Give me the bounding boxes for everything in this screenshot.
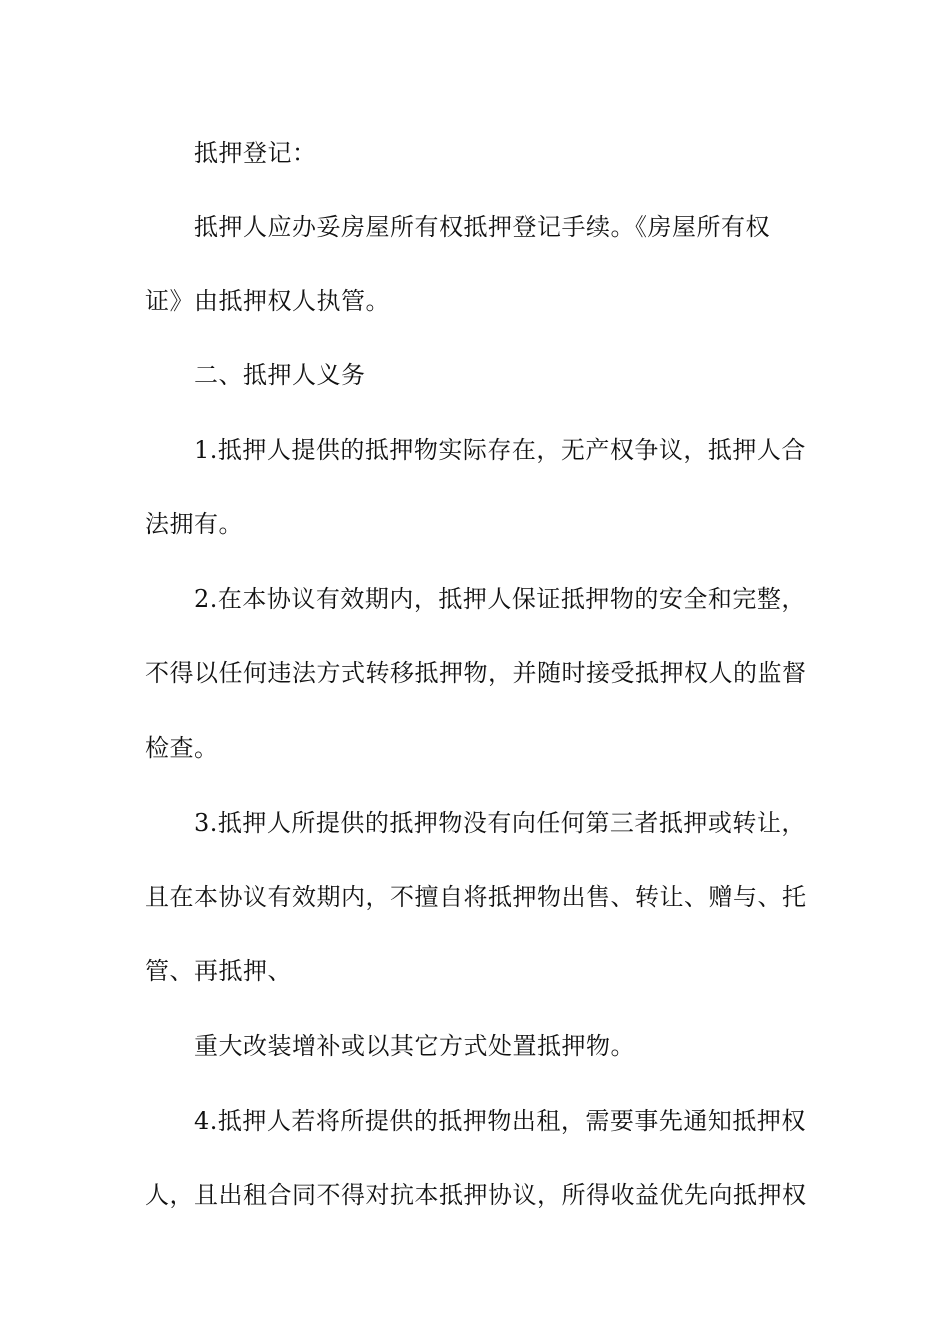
paragraph-line: 法拥有。 [145,510,243,538]
paragraph-line: 不得以任何违法方式转移抵押物，并随时接受抵押权人的监督 [145,659,807,687]
paragraph-line: 检查。 [145,734,219,762]
section-heading-mortgage-registration: 抵押登记： [194,139,317,167]
paragraph-line: 且在本协议有效期内，不擅自将抵押物出售、转让、赠与、托 [145,883,807,911]
paragraph-line: 人，且出租合同不得对抗本抵押协议，所得收益优先向抵押权 [145,1181,807,1209]
section-heading-mortgagor-obligations: 二、抵押人义务 [194,361,366,389]
paragraph-line: 管、再抵押、 [145,957,292,985]
paragraph-line: 1.抵押人提供的抵押物实际存在，无产权争议，抵押人合 [194,436,806,464]
paragraph-line: 抵押人应办妥房屋所有权抵押登记手续。《房屋所有权 [194,213,770,241]
paragraph-line: 证》由抵押权人执管。 [145,287,390,315]
paragraph-line: 4.抵押人若将所提供的抵押物出租，需要事先通知抵押权 [194,1107,806,1135]
paragraph-line: 3.抵押人所提供的抵押物没有向任何第三者抵押或转让， [194,809,806,837]
paragraph-line: 重大改装增补或以其它方式处置抵押物。 [194,1032,635,1060]
paragraph-line: 2.在本协议有效期内，抵押人保证抵押物的安全和完整， [194,585,806,613]
